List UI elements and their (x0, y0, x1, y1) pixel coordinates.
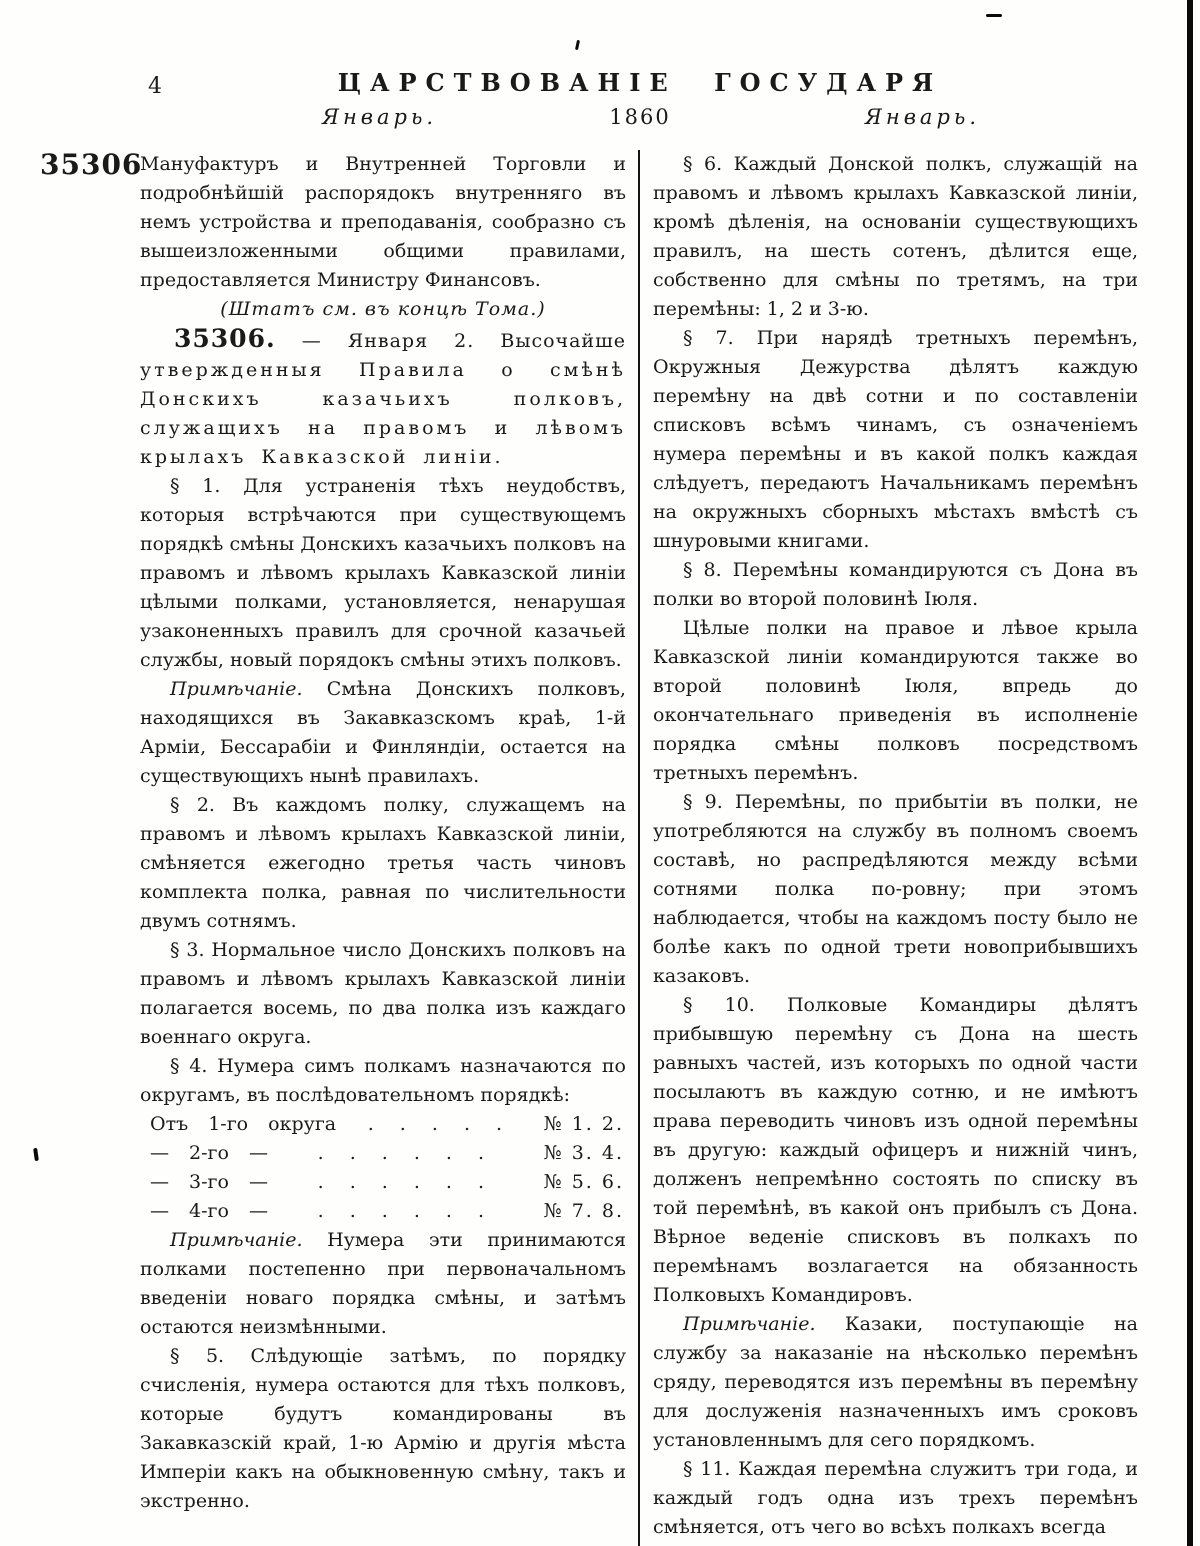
numbering-row (140, 1139, 626, 1168)
note-paragraph: Примѣчаніе. Нумера эти принимаются полками постепенно при первоначальномъ введеніи новаго порядка смѣны, и затѣмъ остаются неизмѣнными. (140, 1229, 626, 1338)
act-heading (140, 324, 626, 472)
row-leader-dots: . . . . . . (317, 1171, 495, 1193)
numbering-row (140, 1110, 626, 1139)
masthead (140, 68, 1140, 139)
note-lead: Примѣчаніе. (170, 678, 327, 700)
paragraph: § 6. Каждый Донской полкъ, служащій на правомъ и лѣвомъ крылахъ Кавказской линіи, кромѣ дѣленія, на основаніи существующихъ правилъ, на шесть сотенъ, дѣлится еще, собственно для смѣны по третямъ, на три перемѣны: 1, 2 и 3-ю. (653, 153, 1138, 320)
act-date: — Января 2. Высочайше (275, 330, 626, 352)
paragraph: § 7. При нарядѣ третныхъ перемѣнъ, Окружныя Дежурства дѣлятъ каждую перемѣну на двѣ сотни и по составленіи списковъ всѣмъ чинамъ, съ означеніемъ нумера перемѣны и въ какой полкъ каждая слѣдуетъ, передаютъ Начальникамъ перемѣнъ на окружныхъ сборныхъ мѣстахъ вмѣстѣ съ шнуровыми книгами. (653, 327, 1138, 552)
paragraph: § 3. Нормальное число Донскихъ полковъ на правомъ и лѣвомъ крылахъ Кавказской линіи полагается восемь, по два полка изъ каждаго военнаго округа. (140, 939, 626, 1048)
note-lead: Примѣчаніе. (170, 1229, 328, 1251)
paragraph: § 1. Для устраненія тѣхъ неудобствъ, которыя встрѣчаются при существующемъ порядкѣ смѣны Донскихъ казачьихъ полковъ на правомъ и лѣвомъ крылахъ Кавказской линіи цѣлыми полками, установляется, ненарушая узаконенныхъ правилъ для срочной казачьей службы, новый порядокъ смѣны этихъ полковъ. (140, 475, 626, 671)
left-column (140, 150, 640, 1546)
numbering-row (140, 1197, 626, 1226)
row-label: — 3-го — (150, 1171, 268, 1193)
paragraph: § 10. Полковые Командиры дѣлятъ прибывшую перемѣну съ Дона на шесть равныхъ частей, изъ которыхъ по одной части посылаютъ въ каждую сотню, и не имѣютъ права переводить чиновъ изъ одной перемѣны въ другую: каждый офицеръ и нижній чинъ, долженъ непремѣнно состоять по списку въ той перемѣнѣ, въ какой онъ прибылъ съ Дона. Вѣрное веденіе списковъ въ полкахъ по перемѣнамъ возлагается на обязанность Полковыхъ Командировъ. (653, 994, 1138, 1306)
scan-edge-line (1187, 0, 1193, 1546)
note-paragraph: Примѣчаніе. Смѣна Донскихъ полковъ, находящихся въ Закавказскомъ краѣ, 1-й Арміи, Бессарабіи и Финляндіи, остается на существующихъ нынѣ правилахъ. (140, 678, 626, 787)
paragraph: § 2. Въ каждомъ полку, служащемъ на правомъ и лѣвомъ крылахъ Кавказской линіи, смѣняется ежегодно третья часть чиновъ комплекта полка, равная по числительности двумъ сотнямъ. (140, 794, 626, 932)
text-columns (140, 150, 1138, 1546)
paragraph: § 5. Слѣдующіе затѣмъ, по порядку счисленія, нумера остаются для тѣхъ полковъ, которые будутъ командированы въ Закавказскій край, 1-ю Армію и другія мѣста Имперіи какъ на обыкновенную смѣну, такъ и экстренно. (140, 1345, 626, 1512)
page-number: 4 (148, 74, 162, 99)
act-title: утвержденныя Правила о смѣнѣ Донскихъ казачьихъ полковъ, служащихъ на правомъ и лѣвомъ крылахъ Кавказской линіи. (140, 359, 626, 468)
scan-speck (33, 1148, 39, 1161)
row-number: № 7. 8. (543, 1200, 624, 1222)
running-head (140, 105, 1140, 139)
paragraph: Мануфактуръ и Внутренней Торговли и подробнѣйшій распорядокъ внутренняго въ немъ устройства и преподаванія, сообразно съ вышеизложенными общими правилами, предоставляется Министру Финансовъ. (140, 153, 626, 291)
act-margin-number: 35306 (40, 148, 143, 181)
right-column (640, 150, 1138, 1546)
row-label: — 2-го — (150, 1142, 268, 1164)
row-label: Отъ 1-го округа (150, 1113, 337, 1135)
running-head-month-left: Январь. (322, 105, 438, 129)
paragraph: § 9. Перемѣны, по прибытіи въ полки, не употребляются на службу въ полномъ своемъ составѣ, но распредѣляются между всѣми сотнями полка по-ровну; при этомъ наблюдается, чтобы на каждомъ посту было не болѣе какъ по одной трети новоприбывшихъ казаковъ. (653, 791, 1138, 987)
note-paragraph: Примѣчаніе. Казаки, поступающіе на службу за наказаніе на нѣсколько перемѣнъ сряду, переводятся изъ перемѣны въ перемѣну для дослуженія назначенныхъ имъ сроковъ установленнымъ для сего порядкомъ. (653, 1313, 1138, 1451)
act-number: 35306. (174, 324, 276, 353)
row-number: № 3. 4. (543, 1142, 624, 1164)
numbering-row (140, 1168, 626, 1197)
paragraph: (Штатъ см. въ концѣ Тома.) (220, 298, 546, 320)
paragraph: § 11. Каждая перемѣна служитъ три года, и каждый годъ одна изъ трехъ перемѣнъ смѣняется, отъ чего во всѣхъ полкахъ всегда (653, 1458, 1138, 1538)
row-leader-dots: . . . . . . (317, 1200, 495, 1222)
note-lead: Примѣчаніе. (683, 1313, 845, 1335)
row-leader-dots: . . . . . . (317, 1142, 495, 1164)
paragraph: § 4. Нумера симъ полкамъ назначаются по округамъ, въ послѣдовательномъ порядкѣ: (140, 1055, 626, 1106)
row-leader-dots: . . . . . (367, 1113, 513, 1135)
running-head-year: 1860 (609, 105, 671, 129)
paragraph: § 8. Перемѣны командируются съ Дона въ полки во второй половинѣ Іюля. (653, 559, 1138, 610)
paragraph: Цѣлые полки на правое и лѣвое крыла Кавказской линіи командируются также во второй половинѣ Іюля, впредь до окончательнаго приведенія въ исполненіе порядка смѣны полковъ посредствомъ третныхъ перемѣнъ. (653, 617, 1138, 784)
row-label: — 4-го — (150, 1200, 268, 1222)
row-number: № 1. 2. (543, 1113, 624, 1135)
header-title: ЦАРСТВОВАНІЕ ГОСУДАРЯ (337, 68, 943, 97)
scan-speck (986, 14, 1002, 17)
scan-speck (575, 40, 580, 50)
row-number: № 5. 6. (543, 1171, 624, 1193)
running-head-month-right: Январь. (864, 105, 980, 129)
